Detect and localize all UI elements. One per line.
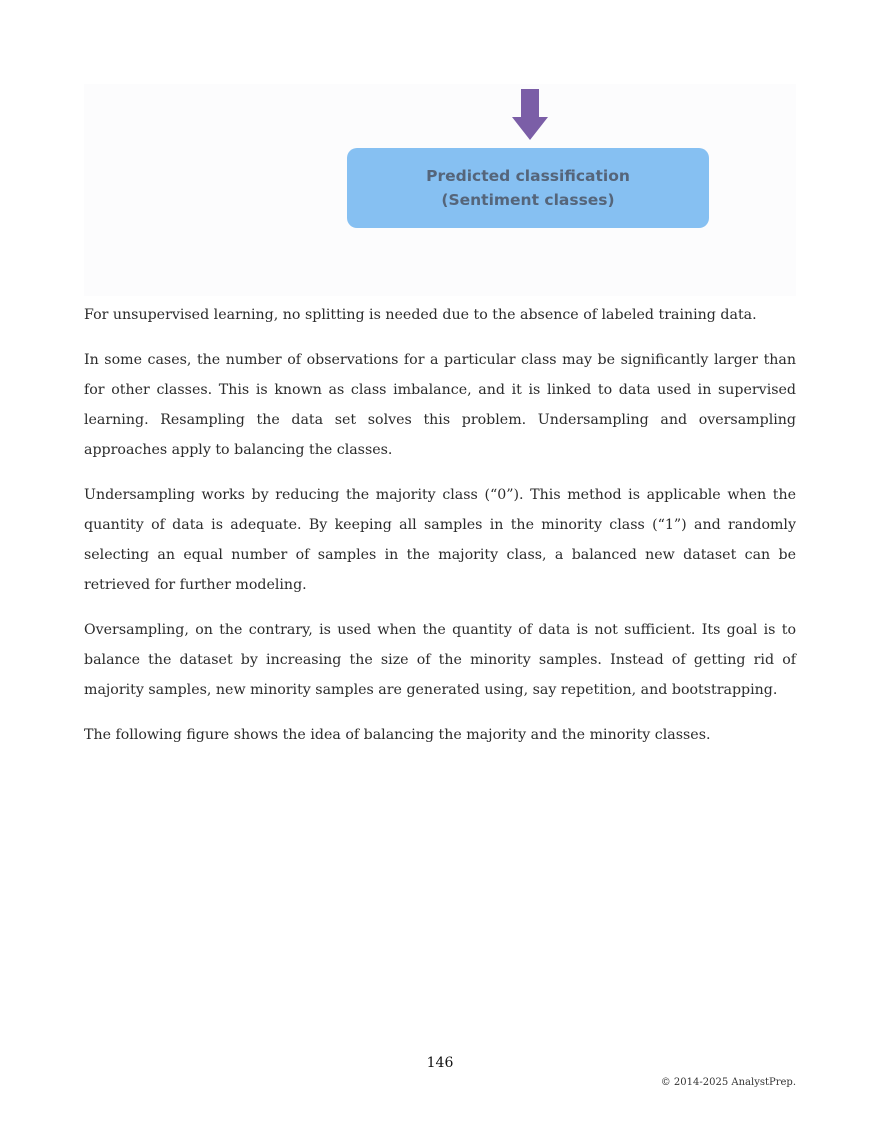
predicted-classification-label: Predicted classification xyxy=(426,167,630,185)
down-arrow-icon xyxy=(511,89,549,141)
paragraph-oversampling: Oversampling, on the contrary, is used when the quantity of data is not sufficient. Its goal is to balance the dataset by increasing the size of the minority samples. Instead of getting rid of majority samples, new minority samples are generated using, say repetition, and bootstrapping. xyxy=(84,622,796,698)
predicted-classification-box xyxy=(347,148,709,228)
paragraph-unsupervised: For unsupervised learning, no splitting is needed due to the absence of labeled training data. xyxy=(84,307,757,323)
paragraph-class-imbalance: In some cases, the number of observations for a particular class may be significantly larger than for other classes. This is known as class imbalance, and it is linked to data used in supervised learning. Resampling the data set solves this problem. Undersampling and oversampling approaches apply to balancing the classes. xyxy=(84,352,796,458)
sentiment-classes-label: (Sentiment classes) xyxy=(441,191,615,209)
paragraph-undersampling: Undersampling works by reducing the majority class (“0”). This method is applicable when the quantity of data is adequate. By keeping all samples in the minority class (“1”) and randomly selecting an equal number of samples in the majority class, a balanced new dataset can be retrieved for further modeling. xyxy=(84,487,796,593)
body-text xyxy=(84,300,796,765)
paragraph-following-figure: The following figure shows the idea of balancing the majority and the minority classes. xyxy=(84,727,711,743)
copyright-notice: © 2014-2025 AnalystPrep. xyxy=(660,1077,796,1088)
page-number: 146 xyxy=(426,1055,454,1071)
